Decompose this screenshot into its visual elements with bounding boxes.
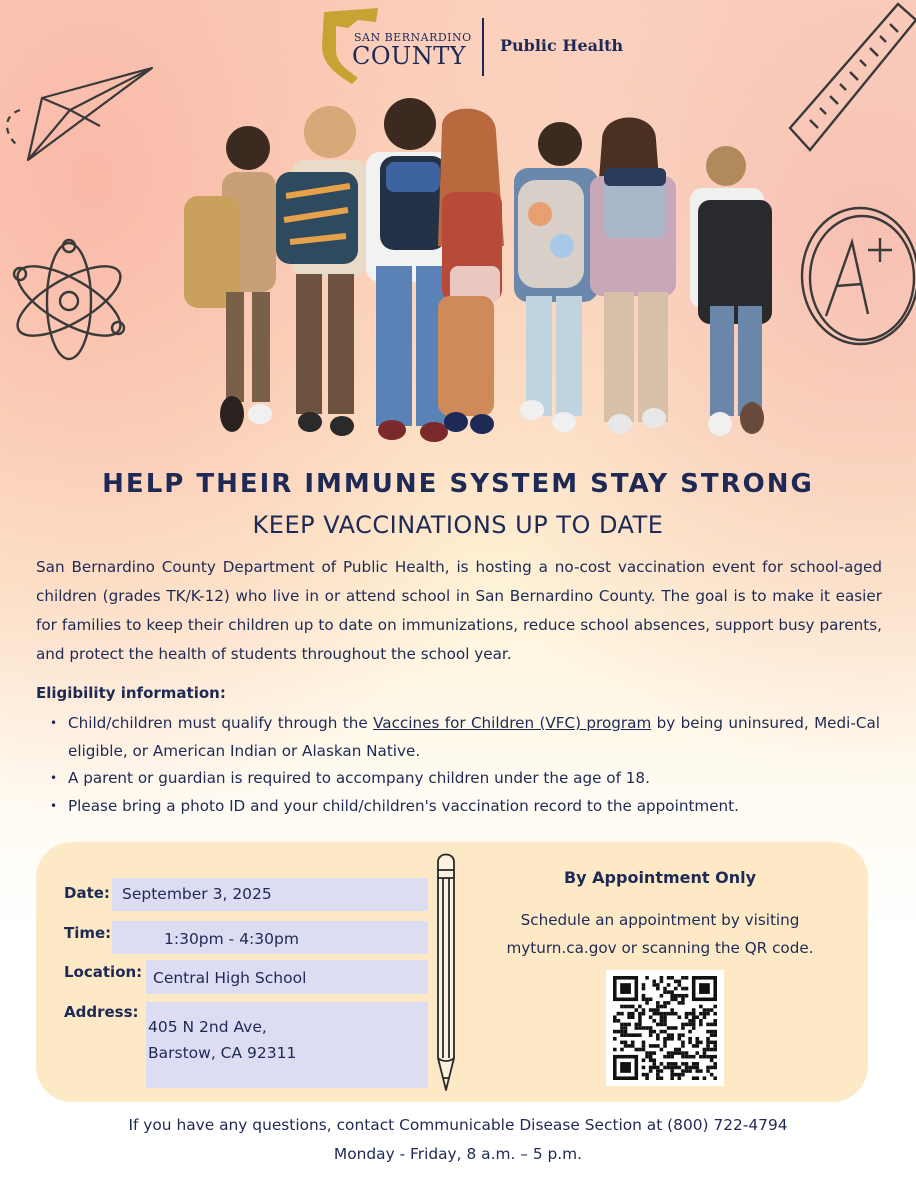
department-name: Public Health	[500, 36, 624, 55]
address-value	[146, 1002, 428, 1088]
eligibility-title: Eligibility information:	[36, 684, 226, 702]
headline: HELP THEIR IMMUNE SYSTEM STAY STRONG	[102, 469, 814, 499]
pencil-icon	[434, 848, 458, 1094]
date-value: September 3, 2025	[112, 878, 428, 911]
logo-title: COUNTY	[352, 42, 467, 70]
list-item	[50, 710, 880, 765]
address-line-2: Barstow, CA 92311	[148, 1044, 297, 1062]
atom-icon	[6, 238, 132, 364]
child-7	[690, 146, 772, 436]
intro-paragraph: San Bernardino County Department of Public Health, is hosting a no-cost vaccination event for school-aged children (grades TK/K-12) who live in or attend school in San Bernardino County. The goal is to make it easier for families to keep their children up to date on immunizations, reduce school absences, support busy parents, and protect the health of students throughout the school year.	[36, 558, 882, 663]
appointment-line-1: Schedule an appointment by visiting	[520, 911, 800, 929]
qr-code-icon	[613, 976, 717, 1080]
time-label: Time:	[64, 924, 112, 942]
time-value: 1:30pm - 4:30pm	[112, 921, 428, 954]
appointment-line-2: myturn.ca.gov or scanning the QR code.	[506, 939, 814, 957]
logo-divider	[482, 18, 484, 76]
county-logo	[318, 6, 624, 84]
vfc-program-link[interactable]: Vaccines for Children (VFC) program	[373, 714, 652, 732]
address-label: Address:	[64, 1003, 139, 1021]
paper-plane-icon	[0, 48, 160, 168]
logo-subtitle: SAN BERNARDINO	[354, 31, 472, 44]
contact-hours: Monday - Friday, 8 a.m. – 5 p.m.	[333, 1145, 583, 1163]
appointment-instructions	[480, 906, 840, 962]
address-line-1: 405 N 2nd Ave,	[148, 1018, 267, 1036]
qr-code[interactable]	[606, 970, 724, 1086]
child-1	[184, 126, 276, 432]
child-2	[276, 106, 366, 436]
list-item: • Please bring a photo ID and your child/children's vaccination record to the appointment.	[50, 793, 880, 821]
subheadline: KEEP VACCINATIONS UP TO DATE	[252, 511, 664, 539]
eligibility-list	[50, 710, 880, 820]
a-plus-grade-icon	[796, 204, 916, 354]
child-6	[590, 118, 676, 435]
contact-info: If you have any questions, contact Communicable Disease Section at (800) 722-4794	[128, 1116, 788, 1134]
location-label: Location:	[64, 963, 143, 981]
location-value: Central High School	[146, 960, 428, 994]
children-backpacks-illustration	[180, 96, 780, 456]
child-4	[438, 109, 504, 434]
appointment-title: By Appointment Only	[563, 868, 757, 887]
list-item: • A parent or guardian is required to accompany children under the age of 18.	[50, 765, 880, 793]
ruler-icon	[786, 0, 916, 160]
child-5	[514, 122, 598, 432]
eligibility-text: Child/children must qualify through the	[68, 714, 374, 732]
eligibility-text: by being uninsured, Medi-Cal eligible, or American Indian or Alaskan Native.	[68, 714, 881, 760]
date-label: Date:	[64, 884, 110, 902]
